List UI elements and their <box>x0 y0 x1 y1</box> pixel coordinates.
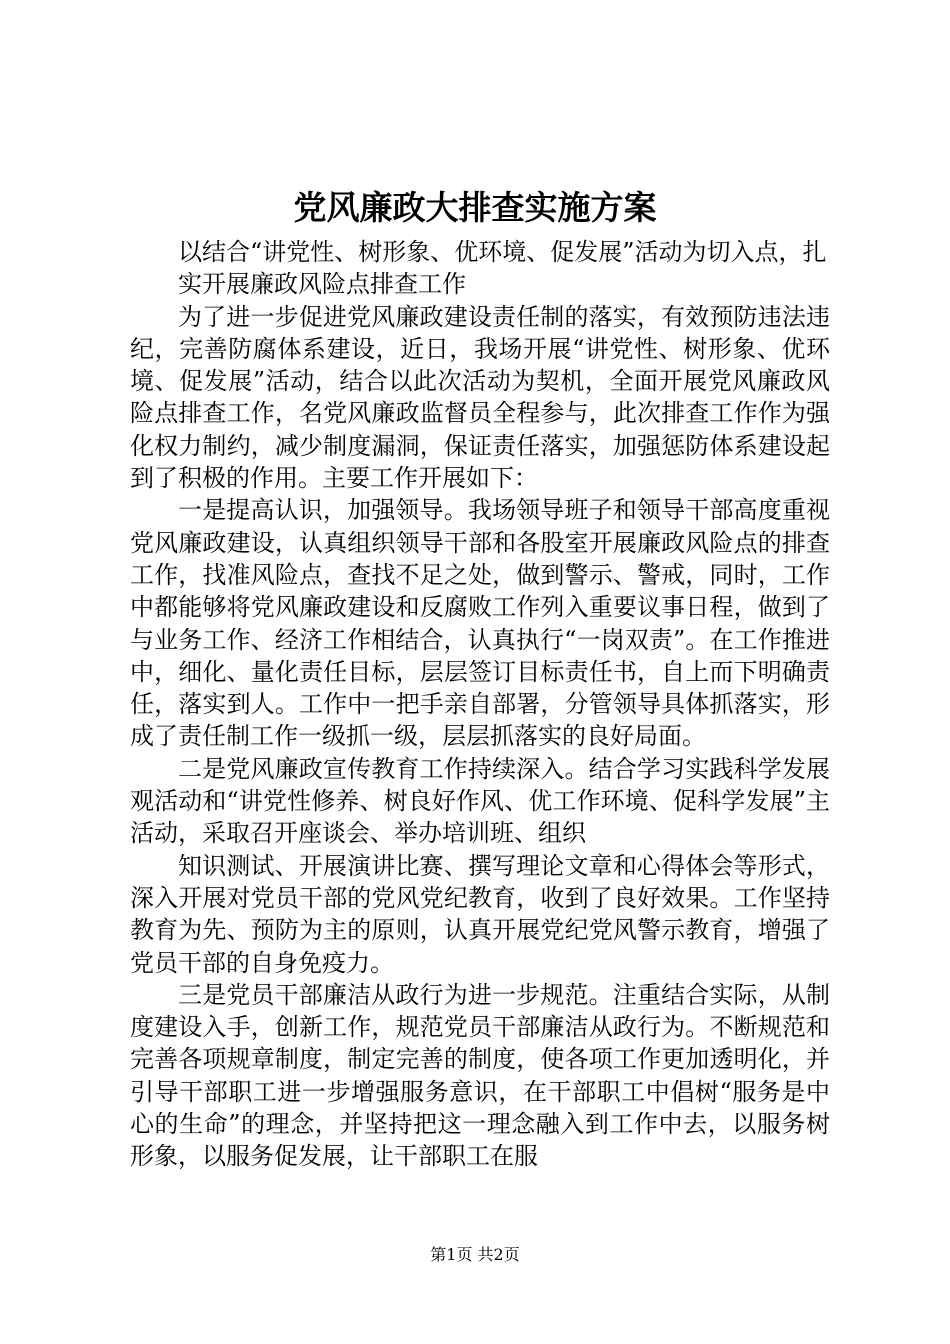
paragraph: 知识测试、开展演讲比赛、撰写理论文章和心得体会等形式，深入开展对党员干部的党风党纪教育，收到了良好效果。工作坚持教育为先、预防为主的原则，认真开展党纪党风警示教育，增强了党员干部的自身免疫力。 <box>130 851 830 977</box>
document-body <box>130 236 830 1173</box>
page-footer: 第1页 共2页 <box>430 1245 520 1264</box>
paragraph: 一是提高认识，加强领导。我场领导班子和领导干部高度重视党风廉政建设，认真组织领导干部和各股室开展廉政风险点的排查工作，找准风险点，查找不足之处，做到警示、警戒，同时，工作中都能够将党风廉政建设和反腐败工作列入重要议事日程，做到了与业务工作、经济工作相结合，认真执行“一岗双责”。在工作推进中，细化、量化责任目标，层层签订目标责任书，自上而下明确责任，落实到人。工作中一把手亲自部署，分管领导具体抓落实，形成了责任制工作一级抓一级，层层抓落实的良好局面。 <box>130 496 830 751</box>
paragraph: 实开展廉政风险点排查工作 <box>178 270 466 299</box>
paragraph: 为了进一步促进党风廉政建设责任制的落实，有效预防违法违纪，完善防腐体系建设，近日，我场开展“讲党性、树形象、优环境、促发展”活动，结合以此次活动为契机，全面开展党风廉政风险点排查工作，名党风廉政监督员全程参与，此次排查工作作为强化权力制约，减少制度漏洞，保证责任落实，加强惩防体系建设起到了积极的作用。主要工作开展如下： <box>130 302 830 493</box>
paragraph: 三是党员干部廉洁从政行为进一步规范。注重结合实际，从制度建设入手，创新工作，规范党员干部廉洁从政行为。不断规范和完善各项规章制度，制定完善的制度，使各项工作更加透明化，并引导干部职工进一步增强服务意识，在干部职工中倡树“服务是中心的生命”的理念，并坚持把这一理念融入到工作中去，以服务树形象，以服务促发展，让干部职工在服 <box>130 980 830 1171</box>
paragraph: 二是党风廉政宣传教育工作持续深入。结合学习实践科学发展观活动和“讲党性修养、树良好作风、优工作环境、促科学发展”主活动，采取召开座谈会、举办培训班、组织 <box>130 754 830 848</box>
paragraph: 以结合“讲党性、树形象、优环境、促发展”活动为切入点，扎 <box>178 238 827 266</box>
document-title: 党风廉政大排查实施方案 <box>293 188 657 227</box>
